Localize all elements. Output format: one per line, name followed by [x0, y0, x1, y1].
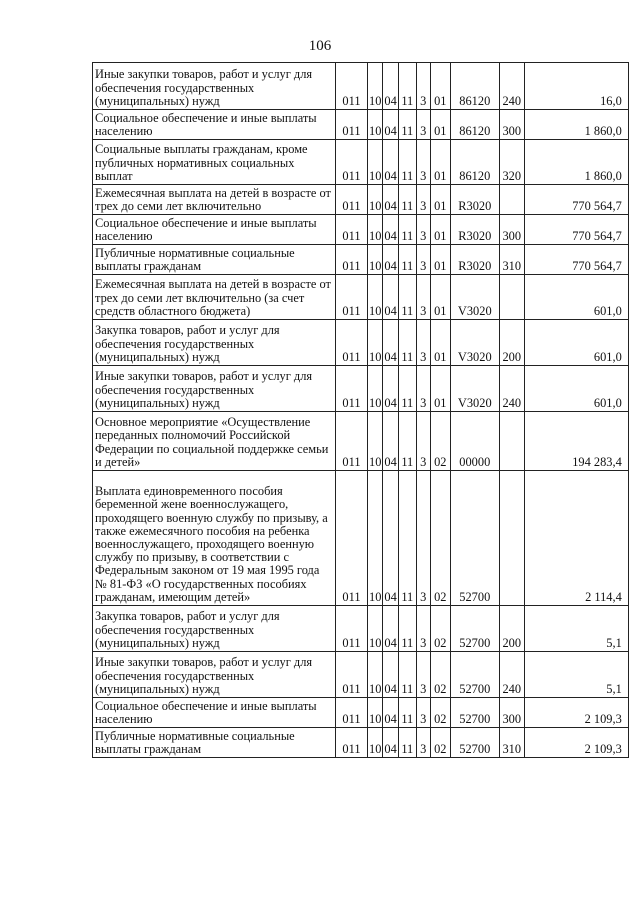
- subsection-code: 04: [383, 652, 398, 698]
- event-code: 02: [430, 698, 450, 728]
- ved-code: 011: [336, 140, 368, 185]
- section-code: 10: [368, 606, 383, 652]
- direction-code: V3020: [450, 320, 499, 366]
- direction-code: V3020: [450, 366, 499, 412]
- expense-type-code: 240: [499, 652, 524, 698]
- direction-code: 86120: [450, 140, 499, 185]
- subprogram-code: 3: [416, 366, 430, 412]
- section-code: 10: [368, 245, 383, 275]
- event-code: 02: [430, 606, 450, 652]
- ved-code: 011: [336, 275, 368, 320]
- amount: 1 860,0: [524, 140, 628, 185]
- ved-code: 011: [336, 606, 368, 652]
- expense-type-code: [499, 275, 524, 320]
- expense-type-code: 310: [499, 245, 524, 275]
- program-code: 11: [398, 698, 416, 728]
- program-code: 11: [398, 185, 416, 215]
- amount: 194 283,4: [524, 412, 628, 471]
- table-row: [93, 366, 629, 412]
- expense-type-code: 320: [499, 140, 524, 185]
- subsection-code: 04: [383, 366, 398, 412]
- row-name: Ежемесячная выплата на детей в возрасте от трех до семи лет включительно (за счет средств областного бюджета): [93, 275, 336, 320]
- table-row: [93, 110, 629, 140]
- ved-code: 011: [336, 471, 368, 606]
- subprogram-code: 3: [416, 275, 430, 320]
- event-code: 01: [430, 366, 450, 412]
- program-code: 11: [398, 245, 416, 275]
- section-code: 10: [368, 63, 383, 110]
- subsection-code: 04: [383, 275, 398, 320]
- program-code: 11: [398, 140, 416, 185]
- table-row: [93, 652, 629, 698]
- ved-code: 011: [336, 366, 368, 412]
- amount: 2 114,4: [524, 471, 628, 606]
- subprogram-code: 3: [416, 412, 430, 471]
- section-code: 10: [368, 412, 383, 471]
- amount: 770 564,7: [524, 215, 628, 245]
- subprogram-code: 3: [416, 110, 430, 140]
- table-row: [93, 245, 629, 275]
- subprogram-code: 3: [416, 698, 430, 728]
- row-name: Публичные нормативные социальные выплаты гражданам: [93, 245, 336, 275]
- section-code: 10: [368, 366, 383, 412]
- row-name: Социальное обеспечение и иные выплаты населению: [93, 110, 336, 140]
- amount: 5,1: [524, 606, 628, 652]
- amount: 1 860,0: [524, 110, 628, 140]
- ved-code: 011: [336, 215, 368, 245]
- amount: 770 564,7: [524, 185, 628, 215]
- amount: 770 564,7: [524, 245, 628, 275]
- section-code: 10: [368, 728, 383, 758]
- ved-code: 011: [336, 245, 368, 275]
- subsection-code: 04: [383, 698, 398, 728]
- direction-code: R3020: [450, 245, 499, 275]
- program-code: 11: [398, 606, 416, 652]
- direction-code: 52700: [450, 728, 499, 758]
- program-code: 11: [398, 215, 416, 245]
- subprogram-code: 3: [416, 215, 430, 245]
- table-row: [93, 412, 629, 471]
- subprogram-code: 3: [416, 606, 430, 652]
- row-name: Основное мероприятие «Осуществление переданных полномочий Российской Федерации по социальной поддержке семьи и детей»: [93, 412, 336, 471]
- amount: 601,0: [524, 366, 628, 412]
- subprogram-code: 3: [416, 140, 430, 185]
- subsection-code: 04: [383, 471, 398, 606]
- row-name: Закупка товаров, работ и услуг для обеспечения государственных (муниципальных) нужд: [93, 606, 336, 652]
- direction-code: R3020: [450, 215, 499, 245]
- event-code: 01: [430, 245, 450, 275]
- event-code: 02: [430, 652, 450, 698]
- table-row: [93, 320, 629, 366]
- ved-code: 011: [336, 320, 368, 366]
- ved-code: 011: [336, 698, 368, 728]
- direction-code: R3020: [450, 185, 499, 215]
- subsection-code: 04: [383, 245, 398, 275]
- section-code: 10: [368, 185, 383, 215]
- row-name: Публичные нормативные социальные выплаты гражданам: [93, 728, 336, 758]
- expense-type-code: [499, 412, 524, 471]
- subprogram-code: 3: [416, 320, 430, 366]
- direction-code: 52700: [450, 652, 499, 698]
- expense-type-code: 300: [499, 110, 524, 140]
- amount: 601,0: [524, 320, 628, 366]
- subsection-code: 04: [383, 110, 398, 140]
- subsection-code: 04: [383, 606, 398, 652]
- amount: 2 109,3: [524, 728, 628, 758]
- ved-code: 011: [336, 728, 368, 758]
- ved-code: 011: [336, 412, 368, 471]
- ved-code: 011: [336, 652, 368, 698]
- event-code: 01: [430, 110, 450, 140]
- amount: 5,1: [524, 652, 628, 698]
- subsection-code: 04: [383, 412, 398, 471]
- section-code: 10: [368, 320, 383, 366]
- direction-code: V3020: [450, 275, 499, 320]
- page-number: 106: [308, 38, 332, 54]
- ved-code: 011: [336, 63, 368, 110]
- subsection-code: 04: [383, 63, 398, 110]
- section-code: 10: [368, 275, 383, 320]
- event-code: 02: [430, 471, 450, 606]
- subprogram-code: 3: [416, 652, 430, 698]
- row-name: Социальные выплаты гражданам, кроме публичных нормативных социальных выплат: [93, 140, 336, 185]
- event-code: 01: [430, 215, 450, 245]
- expense-type-code: 310: [499, 728, 524, 758]
- program-code: 11: [398, 320, 416, 366]
- subsection-code: 04: [383, 140, 398, 185]
- budget-table: [92, 62, 629, 758]
- section-code: 10: [368, 110, 383, 140]
- event-code: 01: [430, 63, 450, 110]
- program-code: 11: [398, 366, 416, 412]
- subprogram-code: 3: [416, 245, 430, 275]
- row-name: Иные закупки товаров, работ и услуг для обеспечения государственных (муниципальных) нужд: [93, 652, 336, 698]
- program-code: 11: [398, 275, 416, 320]
- program-code: 11: [398, 728, 416, 758]
- subprogram-code: 3: [416, 185, 430, 215]
- expense-type-code: 200: [499, 606, 524, 652]
- table-row: [93, 215, 629, 245]
- program-code: 11: [398, 110, 416, 140]
- table-row: [93, 471, 629, 606]
- expense-type-code: 300: [499, 215, 524, 245]
- program-code: 11: [398, 63, 416, 110]
- section-code: 10: [368, 698, 383, 728]
- program-code: 11: [398, 652, 416, 698]
- table-row: [93, 185, 629, 215]
- event-code: 02: [430, 728, 450, 758]
- direction-code: 00000: [450, 412, 499, 471]
- subprogram-code: 3: [416, 63, 430, 110]
- table-row: [93, 698, 629, 728]
- table-row: [93, 140, 629, 185]
- event-code: 01: [430, 320, 450, 366]
- subsection-code: 04: [383, 185, 398, 215]
- expense-type-code: 200: [499, 320, 524, 366]
- subprogram-code: 3: [416, 471, 430, 606]
- direction-code: 86120: [450, 110, 499, 140]
- subprogram-code: 3: [416, 728, 430, 758]
- table-row: [93, 275, 629, 320]
- section-code: 10: [368, 215, 383, 245]
- section-code: 10: [368, 140, 383, 185]
- event-code: 01: [430, 140, 450, 185]
- program-code: 11: [398, 471, 416, 606]
- row-name: Иные закупки товаров, работ и услуг для обеспечения государственных (муниципальных) нужд: [93, 366, 336, 412]
- amount: 16,0: [524, 63, 628, 110]
- table-row: [93, 728, 629, 758]
- section-code: 10: [368, 471, 383, 606]
- event-code: 02: [430, 412, 450, 471]
- expense-type-code: 240: [499, 366, 524, 412]
- direction-code: 86120: [450, 63, 499, 110]
- row-name: Ежемесячная выплата на детей в возрасте от трех до семи лет включительно: [93, 185, 336, 215]
- amount: 2 109,3: [524, 698, 628, 728]
- expense-type-code: [499, 185, 524, 215]
- expense-type-code: 240: [499, 63, 524, 110]
- direction-code: 52700: [450, 471, 499, 606]
- direction-code: 52700: [450, 606, 499, 652]
- program-code: 11: [398, 412, 416, 471]
- row-name: Выплата единовременного пособия беременной жене военнослужащего, проходящего военную службу по призыву, а также ежемесячного пособия на ребенка военнослужащего, проходящего военную службу по призыву, в соответствии с Федеральным законом от 19 мая 1995 года № 81-ФЗ «О государственных пособиях гражданам, имеющим детей»: [93, 471, 336, 606]
- event-code: 01: [430, 185, 450, 215]
- direction-code: 52700: [450, 698, 499, 728]
- row-name: Иные закупки товаров, работ и услуг для обеспечения государственных (муниципальных) нужд: [93, 63, 336, 110]
- expense-type-code: [499, 471, 524, 606]
- amount: 601,0: [524, 275, 628, 320]
- subsection-code: 04: [383, 320, 398, 366]
- subsection-code: 04: [383, 215, 398, 245]
- ved-code: 011: [336, 110, 368, 140]
- row-name: Закупка товаров, работ и услуг для обеспечения государственных (муниципальных) нужд: [93, 320, 336, 366]
- section-code: 10: [368, 652, 383, 698]
- event-code: 01: [430, 275, 450, 320]
- table-row: [93, 63, 629, 110]
- table-body: [93, 63, 629, 758]
- table-row: [93, 606, 629, 652]
- row-name: Социальное обеспечение и иные выплаты населению: [93, 215, 336, 245]
- expense-type-code: 300: [499, 698, 524, 728]
- ved-code: 011: [336, 185, 368, 215]
- subsection-code: 04: [383, 728, 398, 758]
- row-name: Социальное обеспечение и иные выплаты населению: [93, 698, 336, 728]
